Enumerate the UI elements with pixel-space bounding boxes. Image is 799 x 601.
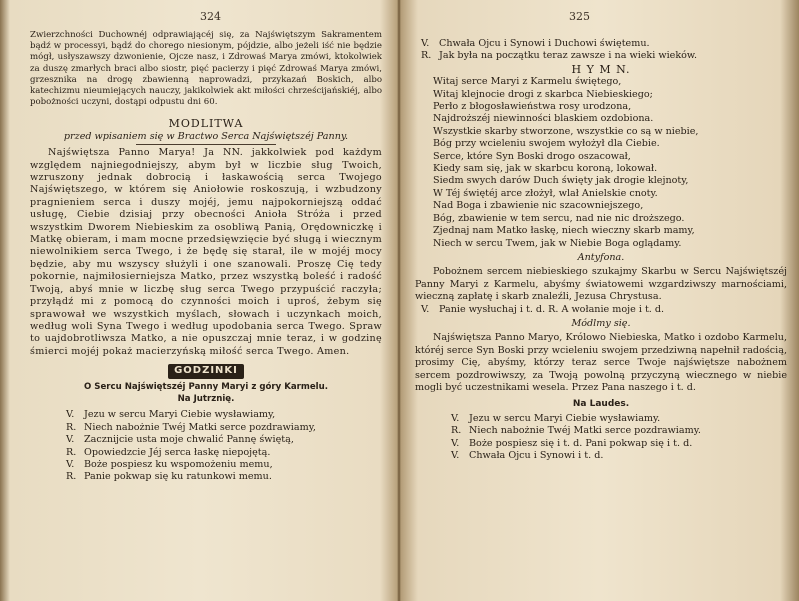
- hymn-line: Witaj klejnocie drogi z skarbca Niebieskiego;: [433, 88, 653, 100]
- hymn-line: Serce, które Syn Boski drogo oszacował,: [433, 150, 631, 162]
- hymn-line: Wszystkie skarby stworzone, wszystkie co są w niebie,: [433, 125, 699, 137]
- hymn-line: Bóg, zbawienie w tem sercu, nad nie nic droższego.: [433, 212, 685, 224]
- page-number-right: 325: [569, 10, 590, 23]
- versicle-row: V. Boże pospiesz się i t. d. Pani pokwap się i t. d.: [451, 437, 693, 449]
- hymn-line: Niech w sercu Twem, jak w Niebie Boga oglądamy.: [433, 237, 682, 249]
- page-number-left: 324: [200, 10, 221, 23]
- prayer-subheading: przed wpisaniem się w Bractwo Serca Najświętszéj Panny.: [63, 130, 349, 142]
- prayer-text: Najświętsza Panno Marya! Ja NN. jakkolwiek pod każdym względem najniegodniejszy, abym był w liczbie sług Twoich, wzruszony jednak dobrocią i łaskawością serca Twojego Najświętszego, w którem się Aniołowie roskoszują, i wzbudzony pragnieniem serca i duszy mojéj, jemu najpokorniejszą oddać usługę, Ciebie dzisiaj przy obecności Anioła Stróża i przed wszystkim Dworem Niebieskim za osobliwą Panią, Orędowniczkę i Matkę obieram, i mam mocne przedsięwzięcie być sługą i wiecznym niewolnikiem serca Twego, i że będę się starał, ile w mojéj mocy będzie, aby mu wszyscy służyli i one szanowali. Proszę Cię tedy pokornie, najmiłosierniejsza Matko, przez wszystką boleść i radość Twoją, abyś mnie w liczbę sług serca Twego przypuścić raczyła; przyłądź mi z pomocą do czynności moich i uproś, żebym się sprawował we wszystkich myślach, słowach i uczynkach moich, według woli Syna Twego i według upodobania serca Twego. Spraw to uajdobrotliwsza Matko, a nie opuszczaj mnie teraz, i w godzinę śmierci mojéj pokaż macierzyńską miłość serca Twego. Amen.: [30, 147, 382, 357]
- versicle-row: R. Niech nabożnie Twéj Matki serce pozdrawiamy.: [451, 425, 701, 437]
- hymn-line: Najdroższéj niewinności blaskiem ozdobiona.: [433, 113, 654, 125]
- hymn-line: Zjednaj nam Matko łaskę, niech wieczny skarb mamy,: [433, 225, 695, 237]
- left-page: [0, 0, 397, 601]
- right-page: [401, 0, 799, 601]
- godzinki-block: [30, 364, 382, 378]
- godzinki-title: GODZINKI: [168, 364, 244, 378]
- laudes-heading: Na Laudes.: [572, 399, 630, 410]
- versicle-row: V. Chwała Ojcu i Synowi i t. d.: [451, 450, 604, 461]
- godzinki-section: Na Jutrznię.: [177, 393, 235, 404]
- hymn-heading: H Y M N.: [571, 62, 631, 76]
- left-column: [30, 30, 382, 484]
- versicle-row: V. Boże pospiesz ku wspomożeniu memu,: [66, 458, 273, 470]
- versicle-row: R. Opowiedzcie Jéj serca łaskę niepojętą.: [66, 446, 271, 458]
- modlimy-text: Najświętsza Panno Maryo, Królowo Niebieska, Matko i ozdobo Karmelu, któréj serce Syn Boski przy wcieleniu swojem przedziwną napełnił radością, prosimy Cię, abyśmy, którzy teraz serce Twoje najświętsze nabożnem sercem pozdrowiwszy, za Twoją powolną przyczyną wiecznego w niebie mogli być uczestnikami wesela. Przez Pana naszego i t. d.: [415, 332, 787, 393]
- versicle-row: V. Jezu w sercu Maryi Ciebie wysławiamy,: [66, 409, 276, 421]
- right-column: [415, 38, 787, 462]
- versicle-row: R. Niech nabożnie Twéj Matki serce pozdrawiamy,: [66, 421, 316, 433]
- hymn-line: Nad Boga i zbawienie nic szacowniejszego,: [433, 200, 644, 212]
- hymn-line: W Téj świętéj arce złożył, wlał Anielskie cnoty.: [433, 187, 658, 199]
- versicle-row: R. Jak była na początku teraz zawsze i na wieki wieków.: [421, 50, 698, 62]
- modlimy-label: Módlmy się.: [571, 317, 631, 329]
- versicle-row: R. Panie pokwap się ku ratunkowi memu.: [66, 471, 272, 483]
- versicle-row: V. Panie wysłuchaj i t. d. R. A wołanie moje i t. d.: [421, 303, 665, 315]
- hymn-line: Perło z błogosławieństwa rosy urodzona,: [433, 101, 632, 113]
- divider: [136, 144, 276, 145]
- godzinki-subtitle: O Sercu Najświętszéj Panny Maryi z góry Karmelu.: [83, 381, 329, 392]
- antyfona-label: Antyfona.: [577, 251, 625, 263]
- hymn-line: Bóg przy wcieleniu swojem wyłożył dla Ciebie.: [433, 138, 660, 150]
- hymn-line: Kiedy sam się, jak w skarbcu koroną, lokował.: [433, 163, 658, 175]
- antyfona-text: Pobożnem sercem niebieskiego szukajmy Skarbu w Sercu Najświętszéj Panny Maryi z Karmelu, abyśmy światowemi wzgardziwszy marnościami, wieczną zapłatę i skarb znaleźli, Jezusa Chrystusa.: [415, 266, 787, 303]
- versicle-row: V. Jezu w sercu Maryi Ciebie wysławiamy.: [451, 412, 661, 424]
- versicle-row: V. Zacznijcie usta moje chwalić Pannę świętą,: [66, 434, 294, 446]
- intro-paragraph: Zwierzchności Duchownéj odprawiającéj się, za Najświętszym Sakramentem bądź w processyi, bądź do chorego niesionym, pójdzie, albo jeżeli iść nie będzie mógł, usłyszawszy dzwonienie, Ojcze nasz, i Zdrowaś Marya zmówi, ktokolwiek za duszę zmarłych braci albo siostr, pięć pacierzy i pięć Zdrowaś Marya zmówi, grzesznika na drogę zbawienną naprowadzi, przykazań Boskich, albo katechizmu nieumiejących nauczy, jakikolwiek akt miłości chrześcijańskiéj, albo pobożności uczyni, dostąpi odpustu dni 60.: [30, 30, 382, 108]
- prayer-heading: MODLITWA: [168, 117, 244, 131]
- versicle-row: V. Chwała Ojcu i Synowi i Duchowi świętemu.: [421, 38, 650, 49]
- hymn-line: Witaj serce Maryi z Karmelu świętego,: [433, 76, 622, 88]
- hymn-line: Siedm swych darów Duch święty jak drogie klejnoty,: [433, 175, 689, 187]
